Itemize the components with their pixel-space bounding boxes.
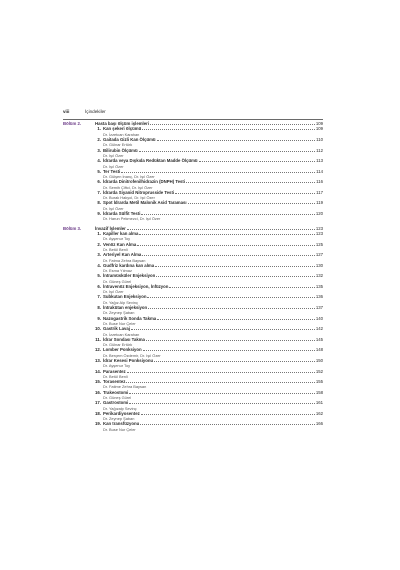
entry-page: 125 <box>315 241 323 247</box>
entry-number: 6. <box>97 179 101 185</box>
entry-page: 132 <box>315 273 323 279</box>
dot-leader <box>141 214 314 215</box>
entry-page: 130 <box>315 262 323 268</box>
entry-page: 135 <box>315 283 323 289</box>
entry-page: 112 <box>316 147 323 153</box>
chapter-page: 123 <box>315 225 323 231</box>
entry-authors: Dr. Buse Nur Çeler <box>103 321 136 326</box>
chapter-label: Bölüm 3. <box>63 225 82 231</box>
entry-title: İdrarda Siyanid Nitroprusside Testi <box>103 189 175 195</box>
entry-title: Lomber Ponksiyon <box>103 347 142 353</box>
entry-authors: Dr. Berçem Özdemir, Dr. Işıl Özer <box>103 352 161 358</box>
entry-number: 2. <box>97 136 101 142</box>
entry-number: 7. <box>97 294 101 300</box>
entry-title: Perikardiyosentez <box>103 410 140 416</box>
entry-title: İdrarda Dinitrofenilhidrazin (DNPH) Testi <box>103 179 186 185</box>
dot-leader <box>127 229 315 230</box>
chapter-label: Bölüm 2. <box>63 121 82 126</box>
dot-leader <box>139 151 316 152</box>
entry-title: İdrar Kesesi Ponksiyonu <box>103 357 154 363</box>
entry-authors: Dr. Işıl Özer <box>103 163 124 169</box>
dot-leader <box>150 124 315 125</box>
entry-authors: Dr. Işıl Özer <box>103 152 124 158</box>
dot-leader <box>199 161 316 162</box>
dot-leader <box>155 266 315 267</box>
entry-title: Gastrostomi <box>103 400 129 406</box>
entry-title: Gudfriz kardına kan alma <box>103 262 155 268</box>
dot-leader <box>186 182 315 183</box>
entry-page: 150 <box>315 357 323 363</box>
entry-title: Kan transfüzyonu <box>103 421 140 427</box>
entry-page: 162 <box>315 410 323 416</box>
entry-authors: Dr. Gülnar Ertürk <box>103 342 133 348</box>
dot-leader <box>143 350 315 351</box>
entry-title: Spot İdrarda Metil Malonik Asid Taraması <box>103 200 187 206</box>
entry-authors: Dr. Güneş Gürel <box>103 395 132 401</box>
entry-title: Arteriyel Kan Alma <box>103 252 142 258</box>
entry-authors: Dr. Ayşenur Toy <box>103 236 131 242</box>
chapter-title: Hasta başı ölçüm işlemleri <box>95 121 149 126</box>
entry-number: 16. <box>95 389 101 395</box>
entry-title: Ter Testi <box>103 168 121 174</box>
chapter-page: 109 <box>315 121 323 126</box>
entry-page: 110 <box>316 136 323 142</box>
entry-number: 18. <box>95 410 101 416</box>
entry-number: 12. <box>95 347 101 353</box>
entry-page: 137 <box>315 305 323 311</box>
dot-leader <box>126 382 314 383</box>
dot-leader <box>157 140 316 141</box>
dot-leader <box>129 403 315 404</box>
entry-title: İdrar Sondası Takma <box>103 336 145 342</box>
entry-number: 3. <box>97 147 101 153</box>
entry-authors: Dr. Fatma Zehra Baysan <box>103 257 146 263</box>
entry-page: 123 <box>315 230 323 236</box>
entry-number: 2. <box>97 241 101 247</box>
entry-page: 109 <box>315 126 323 132</box>
entry-authors: Dr. Betül Benli <box>103 373 128 379</box>
entry-number: 8. <box>97 305 101 311</box>
dot-leader <box>146 340 315 341</box>
dot-leader <box>154 361 315 362</box>
entry-title: İdrarda veya Dışkıda Redüktan Madde Ölçümü <box>103 158 198 164</box>
entry-page: 142 <box>315 326 323 332</box>
entry-authors: Dr. Yağızalp Sevinç <box>103 405 137 411</box>
entry-title: Parasentez <box>103 368 126 374</box>
entry-title: Nazogastrik Sonda Takma <box>103 315 157 321</box>
dot-leader <box>142 255 315 256</box>
entry-page: 117 <box>316 189 323 195</box>
entry-page: 127 <box>315 252 323 258</box>
entry-title: İntrakütan enjeksiyon <box>103 305 148 311</box>
dot-leader <box>148 308 315 309</box>
entry-title: Bilirubin Ölçümü <box>103 147 138 153</box>
dot-leader <box>127 372 315 373</box>
dot-leader <box>121 172 315 173</box>
chapter-title: İnvazif İşlemler <box>95 225 126 231</box>
entry-page: 140 <box>315 315 323 321</box>
entry-page: 116 <box>316 179 323 185</box>
entry-authors: Dr. Zeynep Şaban <box>103 310 135 316</box>
entry-page: 120 <box>315 211 323 217</box>
entry-authors: Dr. Yağız Alp Sevinç <box>103 299 138 305</box>
entry-number: 15. <box>95 379 101 385</box>
entry-number: 7. <box>97 189 101 195</box>
entry-authors: Dr. İzzetcan Karahan <box>103 331 140 337</box>
entry-title: Gaitada Gizli Kan Ölçümü <box>103 136 156 142</box>
chapter-body <box>95 226 323 432</box>
dot-leader <box>142 129 315 130</box>
toc-chapter <box>63 121 323 222</box>
entry-authors: Dr. Işıl Özer <box>103 289 124 295</box>
entry-page: 148 <box>315 347 323 353</box>
entry-page: 166 <box>315 421 323 427</box>
entry-authors: Dr. Fatime Zehra Baysan <box>103 384 147 390</box>
entry-page: 145 <box>315 336 323 342</box>
dot-leader <box>169 287 314 288</box>
running-title: İçindekiler <box>85 109 106 114</box>
entry-title: Subkutan Enjeksiyon <box>103 294 147 300</box>
entry-number: 9. <box>97 315 101 321</box>
entry-title: Trakeostomi <box>103 389 129 395</box>
entry-number: 5. <box>97 273 101 279</box>
table-of-contents <box>63 121 323 436</box>
entry-page: 136 <box>315 294 323 300</box>
entry-title: Torasentez <box>103 379 126 385</box>
entry-number: 14. <box>95 368 101 374</box>
entry-number: 4. <box>97 158 101 164</box>
entry-authors: Dr. Zeynep Şaban <box>103 416 135 422</box>
entry-page: 158 <box>315 389 323 395</box>
dot-leader <box>156 276 315 277</box>
entry-authors: Dr. İzzetcan Karahan <box>103 131 140 137</box>
entry-number: 10. <box>95 326 101 332</box>
entry-number: 17. <box>95 400 101 406</box>
entry-authors: Dr. Harun Pekmezci, Dr. Işıl Özer <box>103 216 161 222</box>
entry-number: 3. <box>97 252 101 258</box>
entry-title: Kapiller kan alma <box>103 230 139 236</box>
entry-number: 9. <box>97 211 101 217</box>
entry-number: 4. <box>97 262 101 268</box>
dot-leader <box>140 424 315 425</box>
entry-title: Gastrik Lavaj <box>103 326 130 332</box>
entry-page: 161 <box>315 400 323 406</box>
entry-number: 8. <box>97 200 101 206</box>
toc-chapter <box>63 226 323 432</box>
entry-number: 1. <box>97 126 101 132</box>
dot-leader <box>175 193 315 194</box>
entry-title: Venöz Kan Alma <box>103 241 137 247</box>
dot-leader <box>147 297 314 298</box>
entry-authors: Dr. Işıl Özer <box>103 205 124 211</box>
page-number: viii <box>63 109 70 114</box>
entry-page: 155 <box>315 379 323 385</box>
entry-authors: Dr. Güneş Gürel <box>103 278 132 284</box>
dot-leader <box>131 329 315 330</box>
entry-authors: Dr. Ayşenur Toy <box>103 363 131 369</box>
entry-authors: Dr. Gülşen İnanç, Dr. Işıl Özer <box>103 174 155 180</box>
dot-leader <box>139 234 314 235</box>
entry-title: İntramüsküler Enjeksiyon <box>103 273 156 279</box>
entry-number: 5. <box>97 168 101 174</box>
entry-authors: Dr. Burak Hakyol, Dr. Işıl Özer <box>103 195 155 201</box>
entry-number: 19. <box>95 421 101 427</box>
entry-title: İdrarda Sülfit Testi <box>103 211 141 217</box>
entry-number: 11. <box>95 336 101 342</box>
dot-leader <box>129 393 315 394</box>
dot-leader <box>137 245 315 246</box>
dot-leader <box>141 414 315 415</box>
dot-leader <box>157 319 315 320</box>
entry-page: 152 <box>315 368 323 374</box>
entry-title: Kan şekeri ölçümü <box>103 126 142 132</box>
entry-authors: Dr. Semih Çiftci, Dr. Işıl Özer <box>103 184 153 190</box>
entry-page: 114 <box>316 168 323 174</box>
chapter-body <box>95 121 323 222</box>
entry-authors: Dr. Gülnar Ertürk <box>103 142 133 148</box>
entry-number: 13. <box>95 357 101 363</box>
entry-authors: Dr. Esma Yılmaz <box>103 268 132 274</box>
entry-page: 113 <box>316 158 323 164</box>
entry-authors: Dr. Betül Benli <box>103 246 128 252</box>
entry-page: 119 <box>316 200 323 206</box>
page-header <box>63 109 323 120</box>
dot-leader <box>188 203 316 204</box>
entry-number: 1. <box>97 230 101 236</box>
entry-authors: Dr. Buse Nur Çeler <box>103 426 136 432</box>
entry-number: 6. <box>97 283 101 289</box>
entry-title: İntravenöz Enjeksiyon, İnfüzyon <box>103 283 169 289</box>
